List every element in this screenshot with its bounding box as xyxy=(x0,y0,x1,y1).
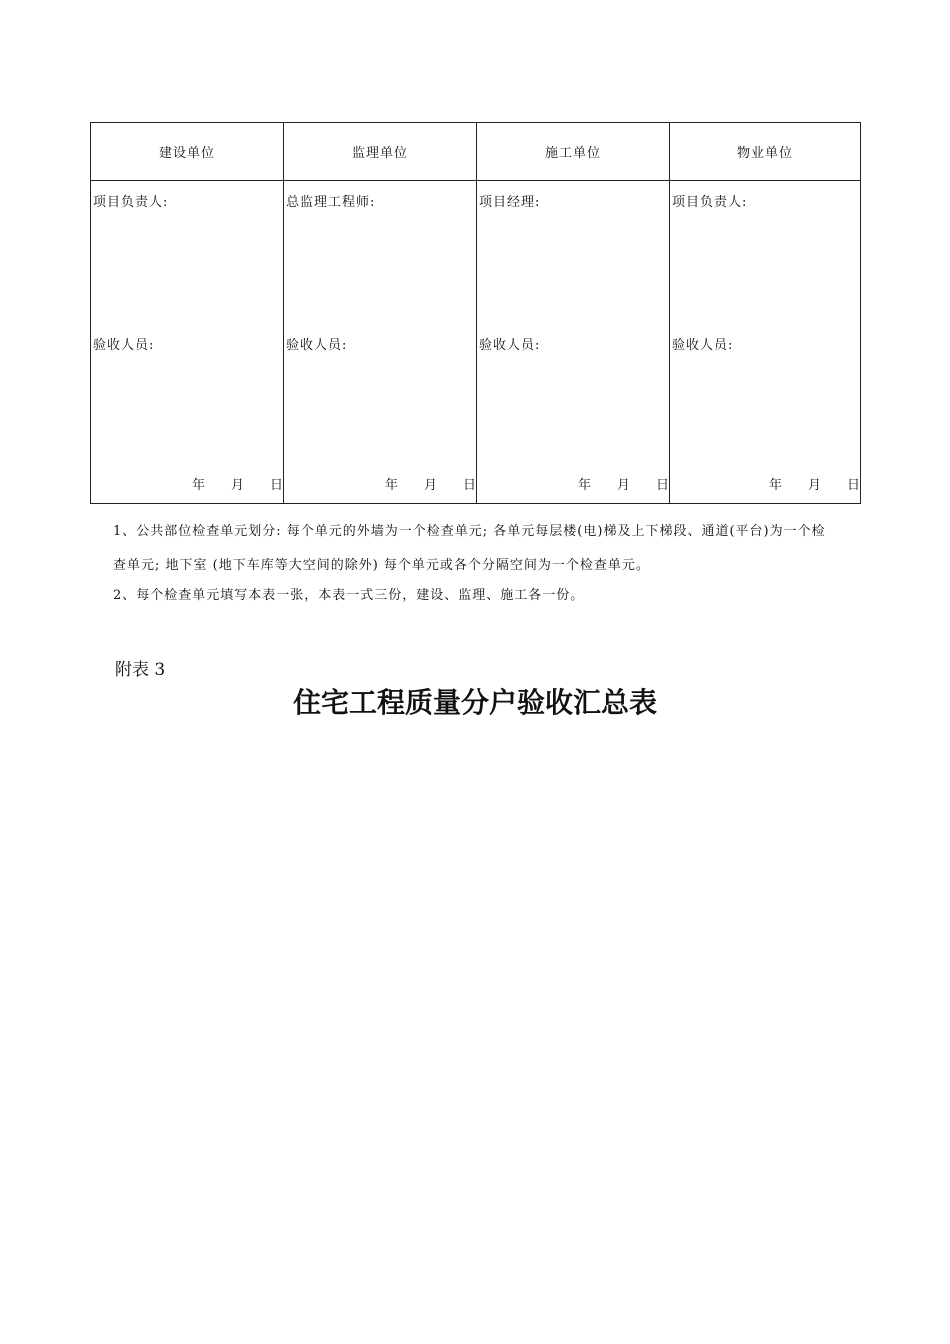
signature-cell-supervision xyxy=(284,181,477,504)
year-label: 年 xyxy=(768,478,782,493)
page-title: 住宅工程质量分户验收汇总表 xyxy=(292,686,657,719)
note-2: 2、每个检查单元填写本表一张，本表一式三份，建设、监理、施工各一份。 xyxy=(113,588,585,603)
chief-supervisor-label: 总监理工程师: xyxy=(286,195,376,210)
note-1-line-1: 1、公共部位检查单元划分: 每个单元的外墙为一个检查单元; 各单元每层楼(电)梯及上下梯段、通道(平台)为一个检 xyxy=(113,524,826,539)
header-contractor-unit: 施工单位 xyxy=(477,123,670,181)
day-label: 日 xyxy=(846,478,860,493)
signature-body-row xyxy=(91,181,861,504)
signature-header-row xyxy=(91,123,861,181)
month-label: 月 xyxy=(423,478,437,493)
date-line xyxy=(192,474,283,493)
year-label: 年 xyxy=(384,478,398,493)
inspector-label: 验收人员: xyxy=(93,338,155,353)
month-label: 月 xyxy=(807,478,821,493)
inspector-label: 验收人员: xyxy=(672,338,734,353)
month-label: 月 xyxy=(230,478,244,493)
header-construction-unit: 建设单位 xyxy=(91,123,284,181)
inspector-label: 验收人员: xyxy=(479,338,541,353)
day-label: 日 xyxy=(462,478,476,493)
header-property-unit: 物业单位 xyxy=(670,123,861,181)
signature-table xyxy=(90,122,861,504)
header-supervision-unit: 监理单位 xyxy=(284,123,477,181)
day-label: 日 xyxy=(655,478,669,493)
date-line xyxy=(769,474,860,493)
signature-cell-construction xyxy=(91,181,284,504)
year-label: 年 xyxy=(191,478,205,493)
signature-cell-contractor xyxy=(477,181,670,504)
note-1 xyxy=(113,515,853,583)
year-label: 年 xyxy=(577,478,591,493)
project-leader-label: 项目负责人: xyxy=(93,195,169,210)
project-leader-label: 项目负责人: xyxy=(672,195,748,210)
date-line xyxy=(385,474,476,493)
inspector-label: 验收人员: xyxy=(286,338,348,353)
project-manager-label: 项目经理: xyxy=(479,195,541,210)
note-1-line-2: 查单元; 地下室 (地下车库等大空间的除外) 每个单元或各个分隔空间为一个检查单元。 xyxy=(113,558,650,573)
signature-cell-property xyxy=(670,181,861,504)
appendix-label: 附表 3 xyxy=(115,660,166,680)
date-line xyxy=(578,474,669,493)
month-label: 月 xyxy=(616,478,630,493)
day-label: 日 xyxy=(269,478,283,493)
